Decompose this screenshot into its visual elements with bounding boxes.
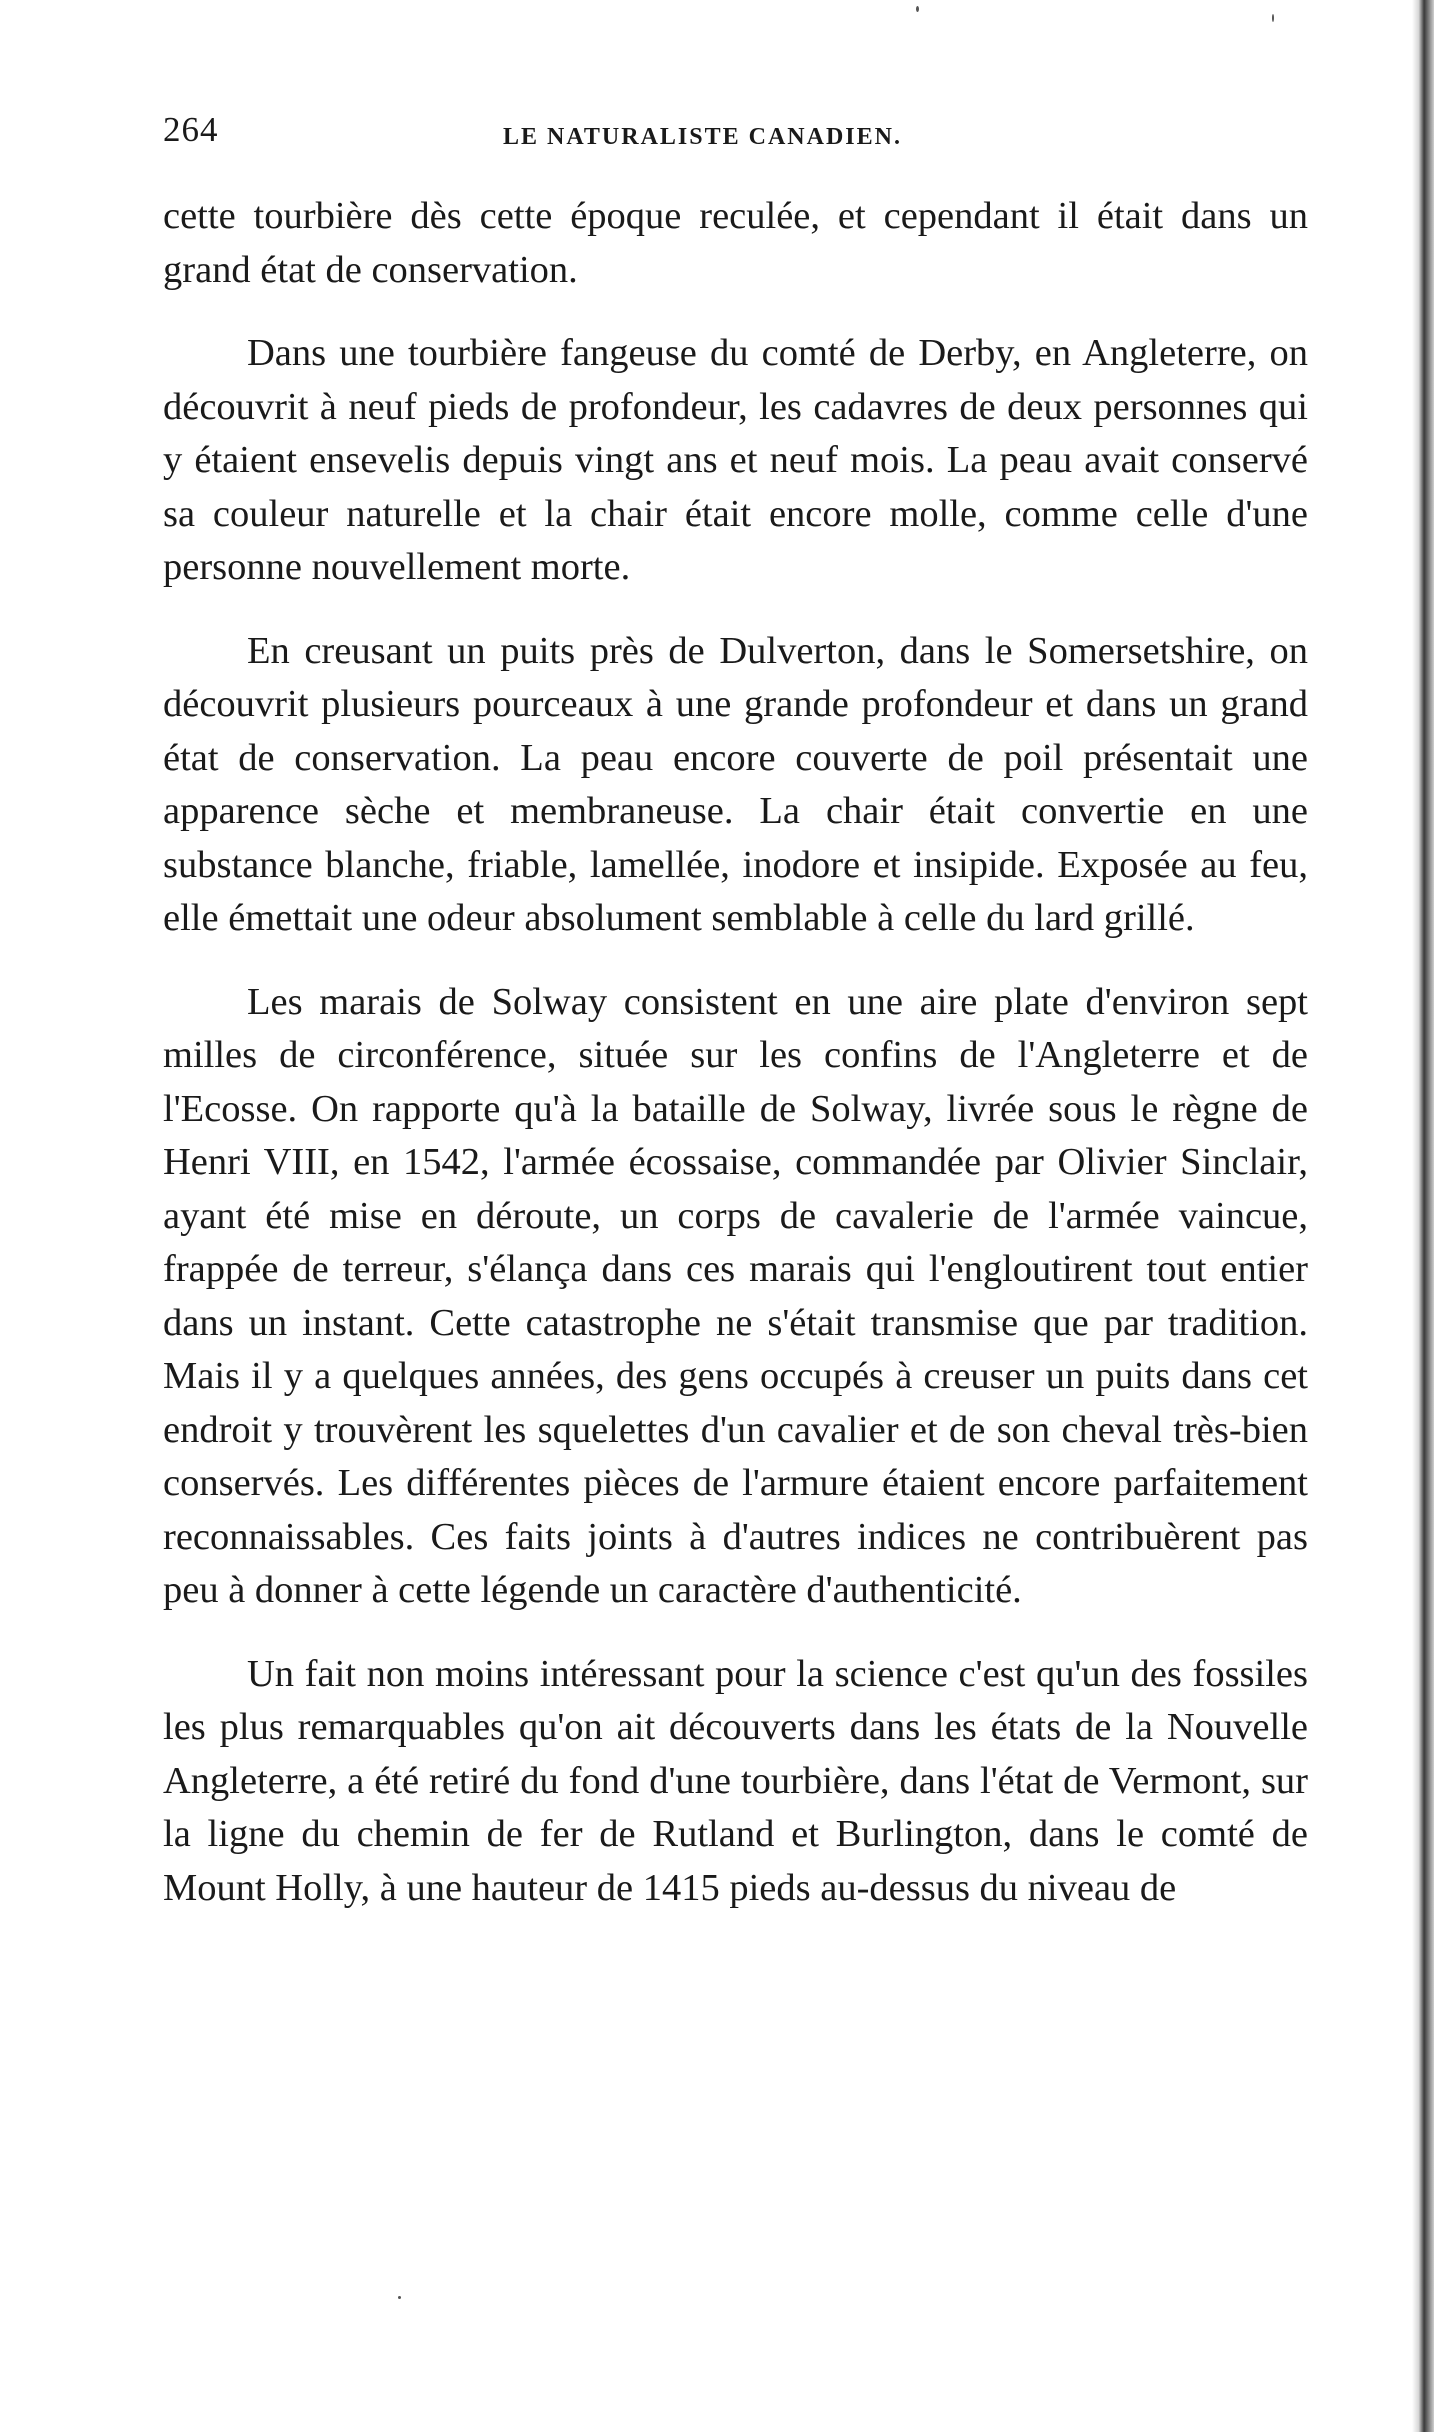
page-number: 264 [163,110,219,149]
page-header [163,110,1313,160]
paragraph-4: Les marais de Solway consistent en une aire plate d'environ sept milles de circonférence, située sur les confins de l'Angleterre et de l'Ecosse. On rapporte qu'à la bataille de Solway, livrée sous le règne de Henri VIII, en 1542, l'armée écossaise, commandée par Olivier Sinclair, ayant été mise en déroute, un corps de cavalerie de l'armée vaincue, frappée de terreur, s'élança dans ces marais qui l'engloutirent tout entier dans un instant. Cette catastrophe ne s'était transmise que par tradition. Mais il y a quelques années, des gens occupés à creuser un puits dans cet endroit y trouvèrent les squelettes d'un cavalier et de son cheval très-bien conservés. Les différentes pièces de l'armure étaient encore parfaitement reconnaissables. Ces faits joints à d'autres indices ne contribuèrent pas peu à donner à cette légende un caractère d'authenticité. [163,980,1308,1611]
ink-speck [1272,14,1274,22]
body-text [163,190,1308,1945]
ink-speck [916,6,919,12]
paragraph-3: En creusant un puits près de Dulverton, dans le Somersetshire, on découvrit plusieurs pourceaux à une grande profondeur et dans un grand état de conservation. La peau encore couverte de poil présentait une apparence sèche et membraneuse. La chair était convertie en une substance blanche, friable, lamellée, inodore et insipide. Exposée au feu, elle émettait une odeur absolument semblable à celle du lard grillé. [163,629,1308,939]
running-head: LE NATURALISTE CANADIEN. [503,124,902,150]
paragraph-1: cette tourbière dès cette époque reculée, et cependant il était dans un grand état de conservation. [163,195,1308,291]
page-binding-edge [1412,0,1434,2432]
paragraph-2: Dans une tourbière fangeuse du comté de Derby, en Angleterre, on découvrit à neuf pieds de profondeur, les cadavres de deux personnes qui y étaient ensevelis depuis vingt ans et neuf mois. La peau avait conservé sa couleur naturelle et la chair était encore molle, comme celle d'une personne nouvellement morte. [163,332,1308,588]
paragraph-5: Un fait non moins intéressant pour la science c'est qu'un des fossiles les plus remarquables qu'on ait découverts dans les états de la Nouvelle Angleterre, a été retiré du fond d'une tourbière, dans l'état de Vermont, sur la ligne du chemin de fer de Rutland et Burlington, dans le comté de Mount Holly, à une hauteur de 1415 pieds au-dessus du niveau de [163,1652,1308,1909]
ink-speck [398,2296,401,2299]
